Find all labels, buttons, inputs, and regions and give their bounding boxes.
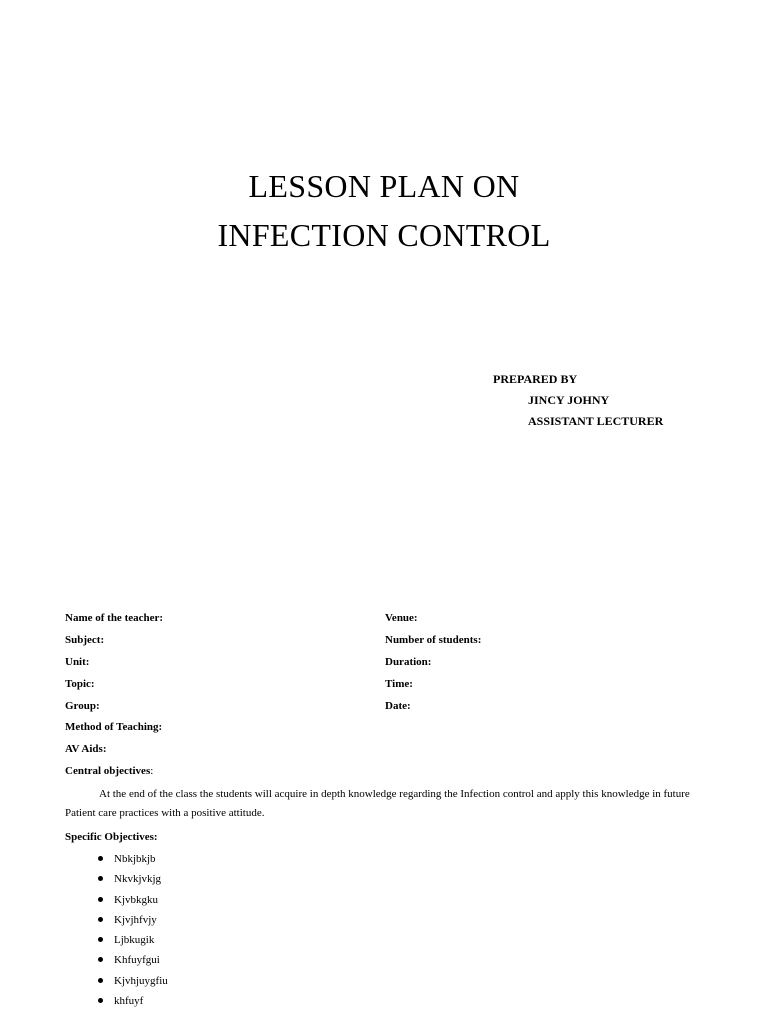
list-item-text: Kjvbkgku <box>114 893 158 906</box>
list-item <box>98 930 168 950</box>
list-item <box>98 950 168 970</box>
preparer-name: JINCY JOHNY <box>528 393 610 407</box>
field-topic-label: Topic: <box>65 678 95 690</box>
prepared-by-label: PREPARED BY <box>493 372 578 386</box>
list-item <box>98 910 168 930</box>
list-item-text: Nkvkjvkjg <box>114 873 162 886</box>
field-subject-label: Subject: <box>65 634 105 646</box>
field-venue-label: Venue: <box>385 612 418 624</box>
central-objectives-label: Central objectives <box>65 765 151 777</box>
list-item <box>98 869 168 889</box>
central-objectives-text-line-1: At the end of the class the students will acquire in depth knowledge regarding the Infection control and apply this knowledge in future <box>99 788 690 800</box>
list-item <box>98 971 168 991</box>
central-objectives-text-line-2: Patient care practices with a positive attitude. <box>65 807 265 819</box>
field-date-label: Date: <box>385 700 411 712</box>
field-teacher-label: Name of the teacher: <box>65 612 164 624</box>
list-item <box>98 849 168 869</box>
field-av-aids-label: AV Aids: <box>65 743 107 755</box>
bullet-icon <box>98 917 103 922</box>
list-item-text: Nbkjbkjb <box>114 853 156 865</box>
preparer-role: ASSISTANT LECTURER <box>528 414 664 428</box>
field-group-label: Group: <box>65 700 100 712</box>
field-num-students-label: Number of students: <box>385 634 482 646</box>
list-item-text: Kjvhjuygfiu <box>114 974 168 987</box>
list-item-text: khfuyf <box>114 995 144 1008</box>
bullet-icon <box>98 897 103 902</box>
specific-objectives-list <box>98 849 168 1011</box>
field-method-label: Method of Teaching: <box>65 721 163 733</box>
central-objectives-heading <box>65 765 153 777</box>
list-item <box>98 991 168 1011</box>
list-item-text: Khfuyfgui <box>114 954 160 967</box>
bullet-icon <box>98 876 103 881</box>
title-line-1: LESSON PLAN ON <box>248 168 520 204</box>
list-item-text: Kjvjhfvjy <box>114 913 157 926</box>
title-line-2: INFECTION CONTROL <box>217 217 551 253</box>
field-duration-label: Duration: <box>385 656 432 668</box>
specific-objectives-heading: Specific Objectives: <box>65 831 158 843</box>
list-item <box>98 890 168 910</box>
central-objectives-colon: : <box>150 765 154 777</box>
bullet-icon <box>98 856 103 861</box>
bullet-icon <box>98 937 103 942</box>
list-item-text: Ljbkugik <box>114 934 155 947</box>
bullet-icon <box>98 957 103 962</box>
bullet-icon <box>98 998 103 1003</box>
bullet-icon <box>98 978 103 983</box>
field-unit-label: Unit: <box>65 656 90 668</box>
field-time-label: Time: <box>385 678 413 690</box>
